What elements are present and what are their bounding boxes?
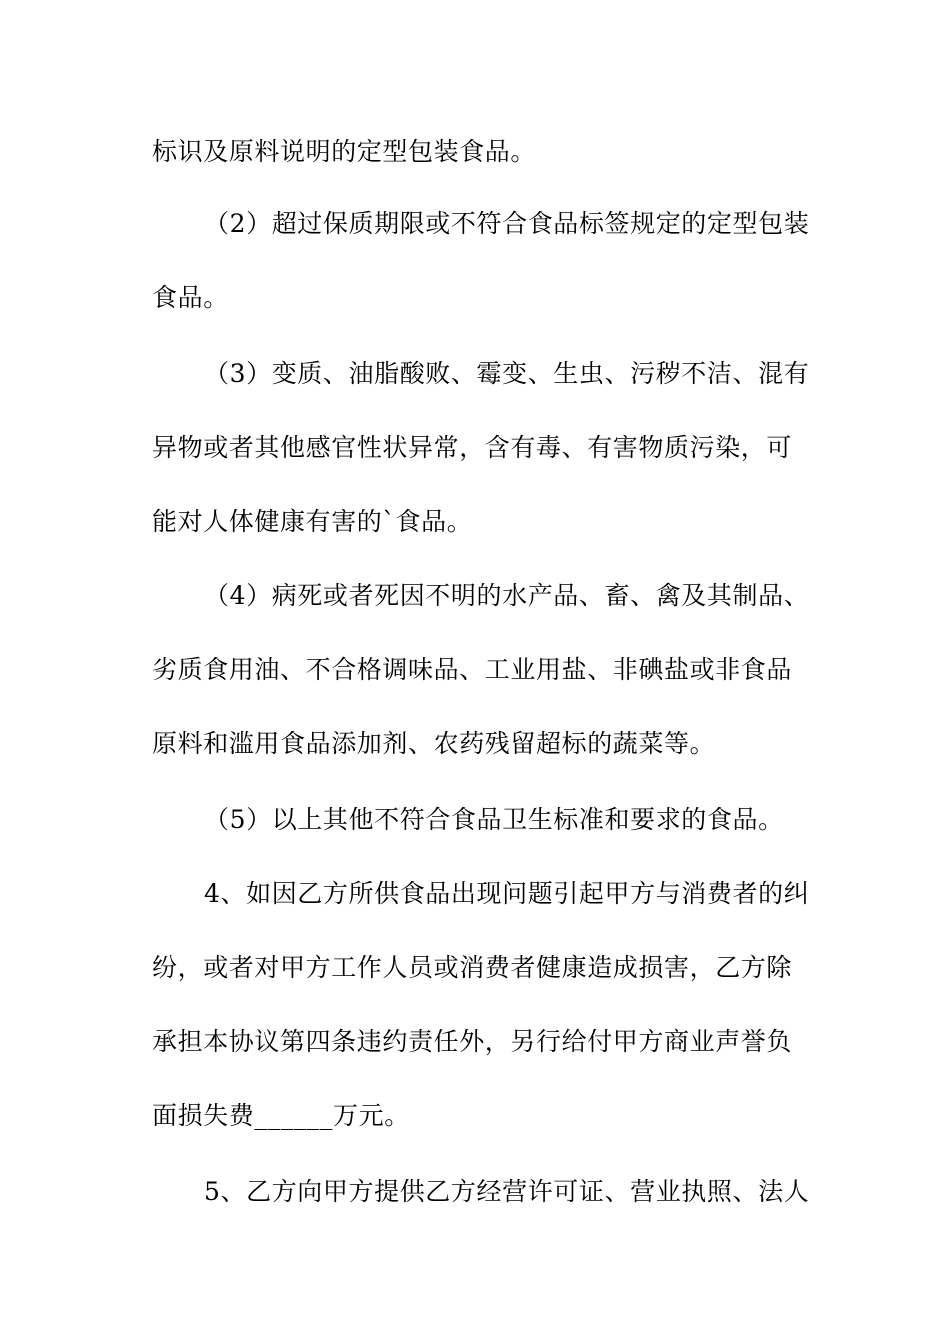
text-line: （2）超过保质期限或不符合食品标签规定的定型包装 (204, 209, 810, 238)
text-line: 标识及原料说明的定型包装食品。 (152, 137, 537, 166)
text-line: 面损失费______万元。 (152, 1101, 410, 1130)
text-line: （3）变质、油脂酸败、霉变、生虫、污秽不洁、混有 (204, 359, 810, 388)
text-line: 4、如因乙方所供食品出现问题引起甲方与消费者的纠 (204, 879, 810, 908)
text-line: （5）以上其他不符合食品卫生标准和要求的食品。 (204, 805, 784, 834)
text-line: （4）病死或者死因不明的水产品、畜、禽及其制品、 (204, 581, 810, 610)
text-line: 劣质食用油、不合格调味品、工业用盐、非碘盐或非食品 (152, 655, 793, 684)
text-line: 原料和滥用食品添加剂、农药残留超标的蔬菜等。 (152, 729, 716, 758)
text-line: 纷，或者对甲方工作人员或消费者健康造成损害，乙方除 (152, 953, 793, 982)
text-line: 异物或者其他感官性状异常，含有毒、有害物质污染，可 (152, 433, 793, 462)
text-line: 能对人体健康有害的`食品。 (152, 507, 473, 536)
text-line: 5、乙方向甲方提供乙方经营许可证、营业执照、法人 (204, 1177, 810, 1206)
text-line: 承担本协议第四条违约责任外，另行给付甲方商业声誉负 (152, 1027, 793, 1056)
text-line: 食品。 (152, 283, 229, 312)
